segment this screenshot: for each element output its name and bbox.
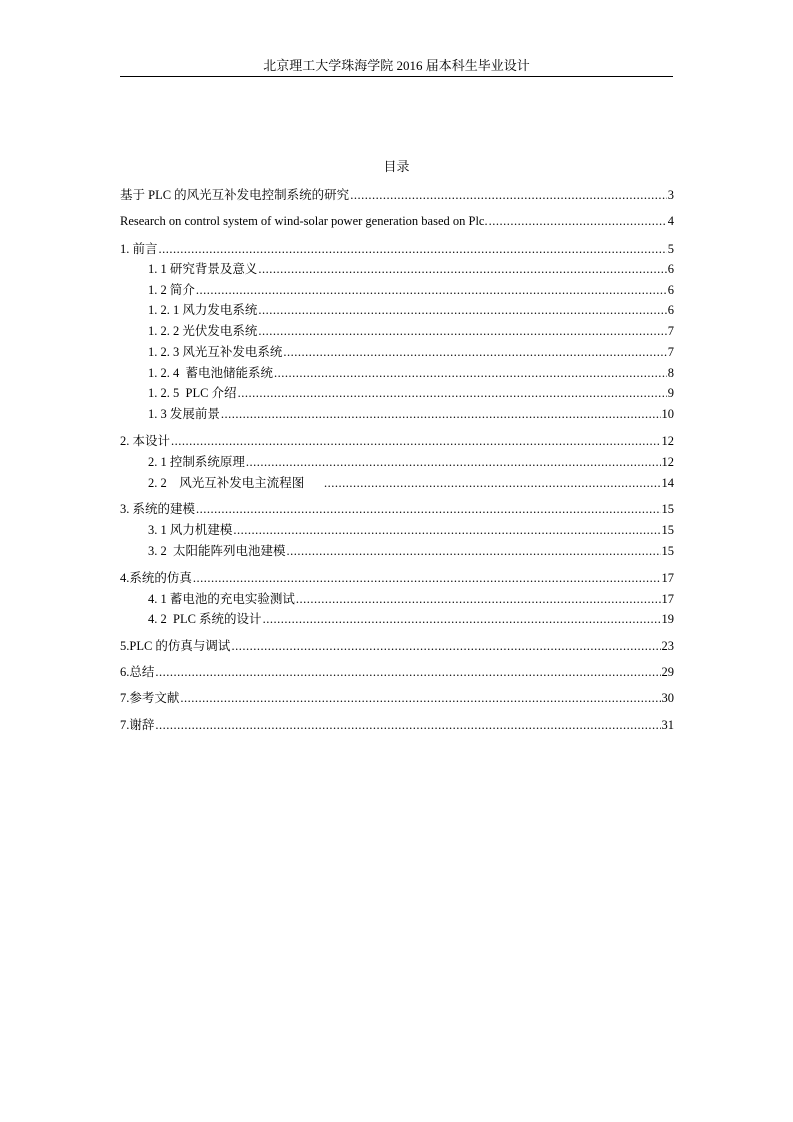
toc-entry[interactable] <box>148 454 674 470</box>
toc-entry[interactable] <box>120 690 674 706</box>
toc-entry-label: 3. 1 风力机建模 <box>148 523 233 537</box>
toc-dot-leader <box>155 664 660 680</box>
toc-entry-label: 4. 2 PLC 系统的设计 <box>148 612 262 626</box>
toc-entry[interactable] <box>120 187 674 203</box>
toc-entry-label: 1. 2. 3 风光互补发电系统 <box>148 345 283 359</box>
toc-entry[interactable] <box>148 475 674 491</box>
toc-entry-label: 7.谢辞 <box>120 718 155 732</box>
toc-entry-page: 5 <box>667 242 674 256</box>
toc-dot-leader <box>221 406 661 422</box>
toc-entry[interactable] <box>148 302 674 318</box>
toc-dot-leader <box>287 543 661 559</box>
toc-dot-leader <box>238 385 667 401</box>
toc-dot-leader <box>489 213 667 229</box>
toc-entry[interactable] <box>120 570 674 586</box>
toc-entry-label: 1. 2 简介 <box>148 283 195 297</box>
toc-entry-label: 3. 2 太阳能阵列电池建模 <box>148 544 286 558</box>
toc-dot-leader <box>159 241 667 257</box>
toc-entry[interactable] <box>148 282 674 298</box>
toc-entry[interactable] <box>148 406 674 422</box>
toc-dot-leader <box>263 611 661 627</box>
toc-entry-page: 10 <box>661 407 674 421</box>
toc-dot-leader <box>258 302 666 318</box>
toc-entry-label: 2. 本设计 <box>120 434 171 448</box>
toc-dot-leader <box>324 475 660 491</box>
toc-entry[interactable] <box>120 638 674 654</box>
toc-entry[interactable] <box>120 501 674 517</box>
toc-entry-page: 23 <box>661 639 674 653</box>
toc-entry[interactable] <box>148 323 674 339</box>
toc-entry-label: 4.系统的仿真 <box>120 571 192 585</box>
toc-entry-label: 2. 2 风光互补发电主流程图 <box>148 476 324 490</box>
toc-entry-page: 19 <box>661 612 674 626</box>
toc-entry-label: 1. 3 发展前景 <box>148 407 220 421</box>
toc-entry-page: 9 <box>667 386 674 400</box>
toc-dot-leader <box>246 454 661 470</box>
toc-entry-label: 1. 2. 2 光伏发电系统 <box>148 324 258 338</box>
toc-entry-page: 17 <box>661 571 674 585</box>
toc-entry-page: 14 <box>661 476 674 490</box>
toc-entry[interactable] <box>120 241 674 257</box>
toc-entry-page: 15 <box>661 502 674 516</box>
toc-entry[interactable] <box>120 213 674 229</box>
toc-entry-page: 6 <box>667 303 674 317</box>
toc-entry[interactable] <box>148 344 674 360</box>
toc-entry-label: 基于 PLC 的风光互补发电控制系统的研究 <box>120 188 350 202</box>
toc-entry[interactable] <box>120 433 674 449</box>
toc-dot-leader <box>193 570 661 586</box>
toc-entry-label: 3. 系统的建模 <box>120 502 196 516</box>
toc-entry-label: 2. 1 控制系统原理 <box>148 455 245 469</box>
toc-entry-label: 1. 前言 <box>120 242 158 256</box>
toc-entry-label: 1. 1 研究背景及意义 <box>148 262 258 276</box>
toc-dot-leader <box>231 638 660 654</box>
toc-entry-page: 3 <box>667 188 674 202</box>
toc-entry[interactable] <box>148 543 674 559</box>
toc-entry[interactable] <box>120 717 674 733</box>
toc-entry[interactable] <box>148 261 674 277</box>
toc-entry-label: Research on control system of wind-solar power generation based on Plc. <box>120 214 488 228</box>
toc-entry-page: 31 <box>661 718 674 732</box>
toc-dot-leader <box>258 323 666 339</box>
toc-dot-leader <box>350 187 667 203</box>
toc-entry-page: 6 <box>667 283 674 297</box>
toc-entry-page: 29 <box>661 665 674 679</box>
toc-entry-label: 1. 2. 5 PLC 介绍 <box>148 386 237 400</box>
toc-dot-leader <box>233 522 660 538</box>
toc-entry-label: 4. 1 蓄电池的充电实验测试 <box>148 592 295 606</box>
toc-entry-page: 12 <box>661 455 674 469</box>
toc-entry[interactable] <box>120 664 674 680</box>
toc-dot-leader <box>258 261 666 277</box>
toc-dot-leader <box>296 591 661 607</box>
toc-entry-label: 5.PLC 的仿真与调试 <box>120 639 231 653</box>
toc-entry-page: 7 <box>667 345 674 359</box>
toc-entry[interactable] <box>148 611 674 627</box>
toc-dot-leader <box>155 717 660 733</box>
toc-title: 目录 <box>383 159 410 174</box>
toc-dot-leader <box>180 690 660 706</box>
toc-entry-label: 1. 2. 4 蓄电池储能系统 <box>148 366 274 380</box>
toc-entry-page: 30 <box>661 691 674 705</box>
toc-entry-page: 8 <box>667 366 674 380</box>
toc-entry-label: 6.总结 <box>120 665 155 679</box>
header-divider <box>120 76 673 77</box>
toc-entry-page: 15 <box>661 544 674 558</box>
toc-entry-label: 7.参考文献 <box>120 691 180 705</box>
toc-entry-page: 4 <box>667 214 674 228</box>
toc-entry-page: 7 <box>667 324 674 338</box>
toc-dot-leader <box>274 365 667 381</box>
toc-entry-page: 12 <box>661 434 674 448</box>
toc-dot-leader <box>196 282 667 298</box>
toc-dot-leader <box>283 344 666 360</box>
toc-dot-leader <box>196 501 660 517</box>
toc-entry[interactable] <box>148 591 674 607</box>
page-header: 北京理工大学珠海学院 2016 届本科生毕业设计 <box>263 58 530 73</box>
toc-entry[interactable] <box>148 365 674 381</box>
toc-entry[interactable] <box>148 522 674 538</box>
toc-dot-leader <box>171 433 660 449</box>
toc-entry-page: 15 <box>661 523 674 537</box>
toc-entry-label: 1. 2. 1 风力发电系统 <box>148 303 258 317</box>
toc-entry[interactable] <box>148 385 674 401</box>
toc-entry-page: 17 <box>661 592 674 606</box>
toc-entry-page: 6 <box>667 262 674 276</box>
